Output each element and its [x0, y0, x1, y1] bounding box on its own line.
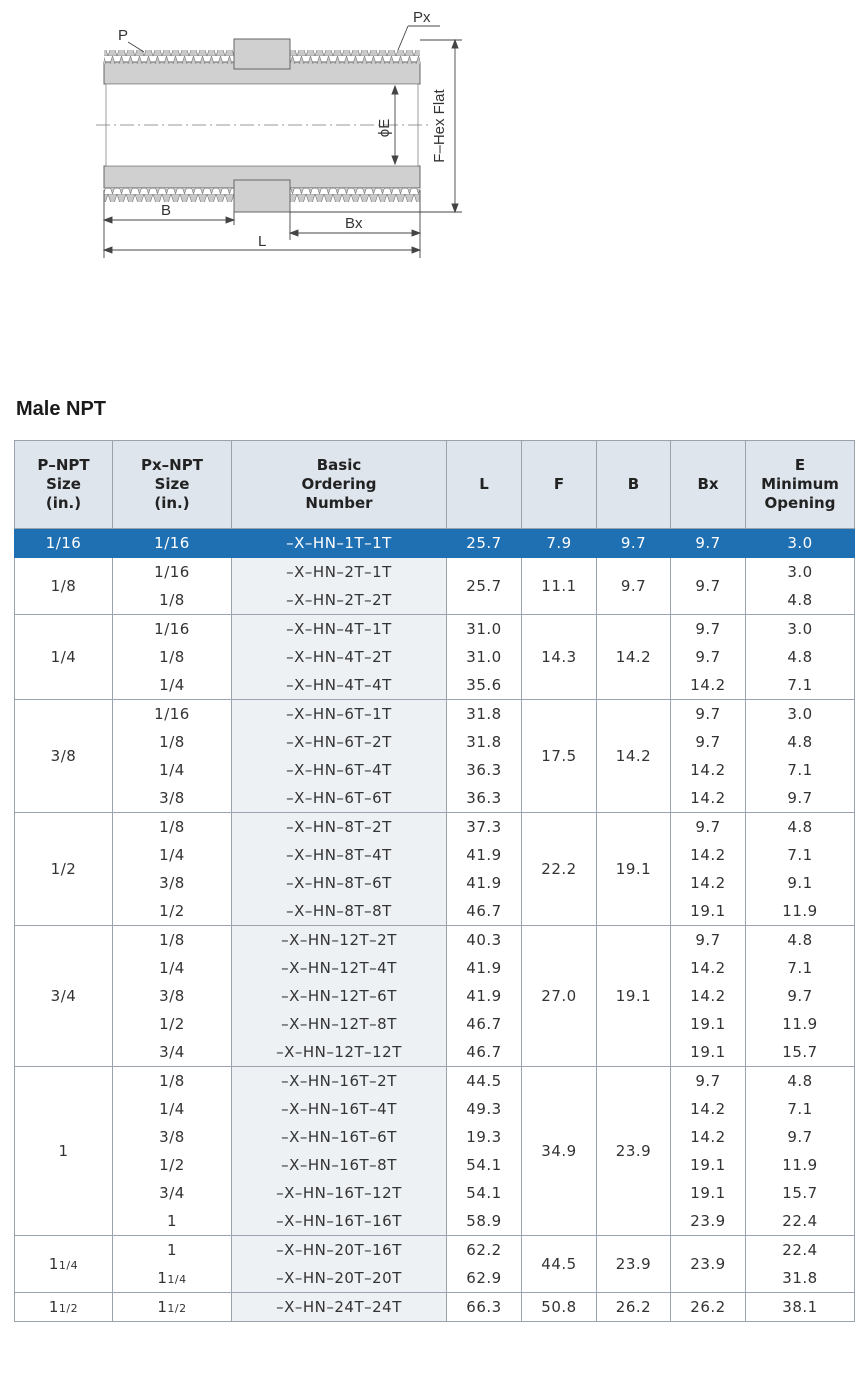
- cell-f: 44.5: [522, 1236, 597, 1293]
- cell-l: 25.7: [447, 529, 522, 558]
- cell-px-npt-size: 1/8: [113, 1067, 232, 1096]
- cell-ordering-number: –X–HN–16T–16T: [232, 1207, 447, 1236]
- cell-px-npt-size: 1/16: [113, 558, 232, 587]
- cell-bx: 14.2: [671, 982, 746, 1010]
- cell-e-minimum-opening: 4.8: [746, 813, 855, 842]
- table-row: [15, 1293, 855, 1322]
- header-l: L: [447, 441, 522, 529]
- cell-ordering-number: –X–HN–16T–12T: [232, 1179, 447, 1207]
- cell-e-minimum-opening: 7.1: [746, 954, 855, 982]
- cell-px-npt-size: 1/4: [113, 841, 232, 869]
- cell-e-minimum-opening: 4.8: [746, 728, 855, 756]
- cell-px-npt-size: 1/16: [113, 700, 232, 729]
- table-row: [15, 1010, 855, 1038]
- cell-l: 41.9: [447, 841, 522, 869]
- cell-l: 49.3: [447, 1095, 522, 1123]
- cell-bx: 9.7: [671, 1067, 746, 1096]
- cell-bx: 19.1: [671, 1179, 746, 1207]
- cell-p-npt-size: 3/8: [15, 700, 113, 813]
- cell-bx: 9.7: [671, 926, 746, 955]
- cell-l: 58.9: [447, 1207, 522, 1236]
- header-b: B: [597, 441, 671, 529]
- cell-px-npt-size: 1/8: [113, 728, 232, 756]
- cell-l: 31.0: [447, 643, 522, 671]
- cell-e-minimum-opening: 9.7: [746, 982, 855, 1010]
- cell-e-minimum-opening: 22.4: [746, 1236, 855, 1265]
- table-row: [15, 671, 855, 700]
- cell-f: 11.1: [522, 558, 597, 615]
- cell-ordering-number: –X–HN–12T–6T: [232, 982, 447, 1010]
- cell-ordering-number: –X–HN–16T–8T: [232, 1151, 447, 1179]
- cell-b: 23.9: [597, 1067, 671, 1236]
- cell-e-minimum-opening: 7.1: [746, 756, 855, 784]
- cell-l: 62.9: [447, 1264, 522, 1293]
- label-l: L: [258, 233, 267, 250]
- cell-px-npt-size: 1/8: [113, 586, 232, 615]
- table-row: [15, 1095, 855, 1123]
- cell-ordering-number: –X–HN–6T–1T: [232, 700, 447, 729]
- cell-px-npt-size: 1/4: [113, 1095, 232, 1123]
- cell-px-npt-size: 3/8: [113, 869, 232, 897]
- cell-p-npt-size: 11/2: [15, 1293, 113, 1322]
- cell-p-npt-size: 1/16: [15, 529, 113, 558]
- cell-e-minimum-opening: 11.9: [746, 897, 855, 926]
- cell-e-minimum-opening: 9.1: [746, 869, 855, 897]
- cell-bx: 9.7: [671, 615, 746, 644]
- male-npt-spec-table: [14, 440, 855, 1322]
- cell-ordering-number: –X–HN–4T–2T: [232, 643, 447, 671]
- table-row: [15, 1123, 855, 1151]
- cell-px-npt-size: 11/2: [113, 1293, 232, 1322]
- table-row: [15, 1207, 855, 1236]
- cell-bx: 14.2: [671, 671, 746, 700]
- cell-bx: 9.7: [671, 558, 746, 615]
- table-row: [15, 1236, 855, 1265]
- header-ordering-number: Basic Ordering Number: [232, 441, 447, 529]
- cell-px-npt-size: 1/2: [113, 1151, 232, 1179]
- table-row: [15, 558, 855, 587]
- cell-b: 14.2: [597, 615, 671, 700]
- cell-bx: 9.7: [671, 728, 746, 756]
- table-row: [15, 1038, 855, 1067]
- cell-ordering-number: –X–HN–8T–2T: [232, 813, 447, 842]
- cell-b: 14.2: [597, 700, 671, 813]
- cell-px-npt-size: 3/8: [113, 784, 232, 813]
- table-row: [15, 897, 855, 926]
- cell-ordering-number: –X–HN–8T–4T: [232, 841, 447, 869]
- cell-e-minimum-opening: 31.8: [746, 1264, 855, 1293]
- cell-ordering-number: –X–HN–4T–4T: [232, 671, 447, 700]
- cell-bx: 14.2: [671, 841, 746, 869]
- cell-l: 46.7: [447, 1038, 522, 1067]
- header-p-npt: P–NPT Size (in.): [15, 441, 113, 529]
- cell-e-minimum-opening: 7.1: [746, 841, 855, 869]
- table-row: [15, 1179, 855, 1207]
- table-row: [15, 982, 855, 1010]
- section-title: Male NPT: [16, 398, 107, 420]
- cell-e-minimum-opening: 15.7: [746, 1038, 855, 1067]
- cell-bx: 14.2: [671, 784, 746, 813]
- label-b: B: [161, 202, 172, 219]
- table-row: [15, 615, 855, 644]
- cell-l: 40.3: [447, 926, 522, 955]
- cell-p-npt-size: 3/4: [15, 926, 113, 1067]
- cell-px-npt-size: 3/8: [113, 982, 232, 1010]
- cell-e-minimum-opening: 4.8: [746, 1067, 855, 1096]
- cell-l: 37.3: [447, 813, 522, 842]
- cell-ordering-number: –X–HN–8T–6T: [232, 869, 447, 897]
- cell-bx: 14.2: [671, 869, 746, 897]
- cell-l: 35.6: [447, 671, 522, 700]
- cell-e-minimum-opening: 38.1: [746, 1293, 855, 1322]
- cell-f: 22.2: [522, 813, 597, 926]
- cell-ordering-number: –X–HN–16T–6T: [232, 1123, 447, 1151]
- header-px-npt: Px–NPT Size (in.): [113, 441, 232, 529]
- cell-ordering-number: –X–HN–20T–20T: [232, 1264, 447, 1293]
- cell-px-npt-size: 1/16: [113, 615, 232, 644]
- table-row: [15, 784, 855, 813]
- cell-ordering-number: –X–HN–6T–2T: [232, 728, 447, 756]
- cell-ordering-number: –X–HN–16T–2T: [232, 1067, 447, 1096]
- cell-f: 27.0: [522, 926, 597, 1067]
- cell-ordering-number: –X–HN–12T–8T: [232, 1010, 447, 1038]
- cell-bx: 23.9: [671, 1236, 746, 1293]
- cell-bx: 23.9: [671, 1207, 746, 1236]
- table-row: [15, 813, 855, 842]
- cell-e-minimum-opening: 7.1: [746, 1095, 855, 1123]
- cell-l: 46.7: [447, 1010, 522, 1038]
- table-row: [15, 728, 855, 756]
- cell-ordering-number: –X–HN–8T–8T: [232, 897, 447, 926]
- cell-b: 19.1: [597, 813, 671, 926]
- label-px: Px: [413, 9, 431, 26]
- cell-ordering-number: –X–HN–12T–2T: [232, 926, 447, 955]
- header-bx: Bx: [671, 441, 746, 529]
- cell-ordering-number: –X–HN–4T–1T: [232, 615, 447, 644]
- cell-e-minimum-opening: 4.8: [746, 586, 855, 615]
- cell-l: 31.0: [447, 615, 522, 644]
- cell-e-minimum-opening: 3.0: [746, 558, 855, 587]
- cell-px-npt-size: 1: [113, 1207, 232, 1236]
- cell-bx: 9.7: [671, 643, 746, 671]
- cell-e-minimum-opening: 7.1: [746, 671, 855, 700]
- cell-l: 36.3: [447, 784, 522, 813]
- label-f-hex-flat: F–Hex Flat: [431, 89, 448, 163]
- cell-l: 25.7: [447, 558, 522, 615]
- cell-l: 36.3: [447, 756, 522, 784]
- cell-bx: 19.1: [671, 1038, 746, 1067]
- cell-l: 19.3: [447, 1123, 522, 1151]
- header-e-minimum-opening: E Minimum Opening: [746, 441, 855, 529]
- cell-px-npt-size: 3/4: [113, 1038, 232, 1067]
- cell-ordering-number: –X–HN–6T–4T: [232, 756, 447, 784]
- cell-l: 41.9: [447, 869, 522, 897]
- cell-ordering-number: –X–HN–24T–24T: [232, 1293, 447, 1322]
- cell-f: 7.9: [522, 529, 597, 558]
- cell-p-npt-size: 11/4: [15, 1236, 113, 1293]
- cell-p-npt-size: 1/4: [15, 615, 113, 700]
- cell-px-npt-size: 1/4: [113, 954, 232, 982]
- label-p: P: [118, 27, 129, 44]
- table-row: [15, 926, 855, 955]
- table-row: [15, 954, 855, 982]
- cell-l: 41.9: [447, 954, 522, 982]
- table-row: [15, 756, 855, 784]
- table-row: [15, 643, 855, 671]
- cell-px-npt-size: 3/4: [113, 1179, 232, 1207]
- cell-f: 14.3: [522, 615, 597, 700]
- cell-e-minimum-opening: 3.0: [746, 700, 855, 729]
- cell-l: 31.8: [447, 700, 522, 729]
- cell-p-npt-size: 1/8: [15, 558, 113, 615]
- cell-ordering-number: –X–HN–2T–2T: [232, 586, 447, 615]
- cell-e-minimum-opening: 9.7: [746, 784, 855, 813]
- cell-b: 19.1: [597, 926, 671, 1067]
- cell-p-npt-size: 1: [15, 1067, 113, 1236]
- cell-f: 50.8: [522, 1293, 597, 1322]
- cell-px-npt-size: 1/8: [113, 643, 232, 671]
- cell-e-minimum-opening: 22.4: [746, 1207, 855, 1236]
- table-header-row: [15, 441, 855, 529]
- label-e: ϕE: [376, 118, 393, 138]
- cell-b: 23.9: [597, 1236, 671, 1293]
- cell-ordering-number: –X–HN–16T–4T: [232, 1095, 447, 1123]
- table-row: [15, 1067, 855, 1096]
- cell-f: 34.9: [522, 1067, 597, 1236]
- cell-px-npt-size: 1/8: [113, 926, 232, 955]
- cell-e-minimum-opening: 11.9: [746, 1151, 855, 1179]
- cell-l: 46.7: [447, 897, 522, 926]
- cell-e-minimum-opening: 4.8: [746, 926, 855, 955]
- cell-px-npt-size: 1: [113, 1236, 232, 1265]
- cell-l: 54.1: [447, 1151, 522, 1179]
- cell-e-minimum-opening: 3.0: [746, 615, 855, 644]
- cell-l: 41.9: [447, 982, 522, 1010]
- cell-px-npt-size: 3/8: [113, 1123, 232, 1151]
- cell-bx: 14.2: [671, 1123, 746, 1151]
- cell-bx: 9.7: [671, 529, 746, 558]
- cell-b: 26.2: [597, 1293, 671, 1322]
- fitting-dimension-drawing: [0, 0, 480, 270]
- cell-bx: 19.1: [671, 1010, 746, 1038]
- cell-e-minimum-opening: 15.7: [746, 1179, 855, 1207]
- cell-bx: 14.2: [671, 1095, 746, 1123]
- header-f: F: [522, 441, 597, 529]
- cell-px-npt-size: 1/4: [113, 756, 232, 784]
- cell-b: 9.7: [597, 558, 671, 615]
- table-row: [15, 841, 855, 869]
- cell-p-npt-size: 1/2: [15, 813, 113, 926]
- cell-l: 31.8: [447, 728, 522, 756]
- cell-ordering-number: –X–HN–2T–1T: [232, 558, 447, 587]
- cell-px-npt-size: 1/8: [113, 813, 232, 842]
- cell-ordering-number: –X–HN–12T–4T: [232, 954, 447, 982]
- cell-l: 62.2: [447, 1236, 522, 1265]
- label-bx: Bx: [345, 215, 363, 232]
- cell-bx: 9.7: [671, 700, 746, 729]
- table-row: [15, 869, 855, 897]
- cell-bx: 19.1: [671, 1151, 746, 1179]
- cell-e-minimum-opening: 9.7: [746, 1123, 855, 1151]
- cell-b: 9.7: [597, 529, 671, 558]
- cell-px-npt-size: 1/2: [113, 1010, 232, 1038]
- cell-ordering-number: –X–HN–1T–1T: [232, 529, 447, 558]
- cell-px-npt-size: 1/16: [113, 529, 232, 558]
- cell-ordering-number: –X–HN–12T–12T: [232, 1038, 447, 1067]
- cell-bx: 19.1: [671, 897, 746, 926]
- cell-bx: 26.2: [671, 1293, 746, 1322]
- cell-ordering-number: –X–HN–6T–6T: [232, 784, 447, 813]
- cell-l: 66.3: [447, 1293, 522, 1322]
- table-body: [15, 529, 855, 1322]
- cell-bx: 14.2: [671, 954, 746, 982]
- cell-l: 54.1: [447, 1179, 522, 1207]
- cell-px-npt-size: 1/4: [113, 671, 232, 700]
- cell-f: 17.5: [522, 700, 597, 813]
- cell-bx: 9.7: [671, 813, 746, 842]
- cell-e-minimum-opening: 3.0: [746, 529, 855, 558]
- cell-e-minimum-opening: 11.9: [746, 1010, 855, 1038]
- cell-ordering-number: –X–HN–20T–16T: [232, 1236, 447, 1265]
- cell-px-npt-size: 1/2: [113, 897, 232, 926]
- cell-bx: 14.2: [671, 756, 746, 784]
- table-row: [15, 529, 855, 558]
- cell-px-npt-size: 11/4: [113, 1264, 232, 1293]
- cell-e-minimum-opening: 4.8: [746, 643, 855, 671]
- table-row: [15, 700, 855, 729]
- cell-l: 44.5: [447, 1067, 522, 1096]
- table-row: [15, 1151, 855, 1179]
